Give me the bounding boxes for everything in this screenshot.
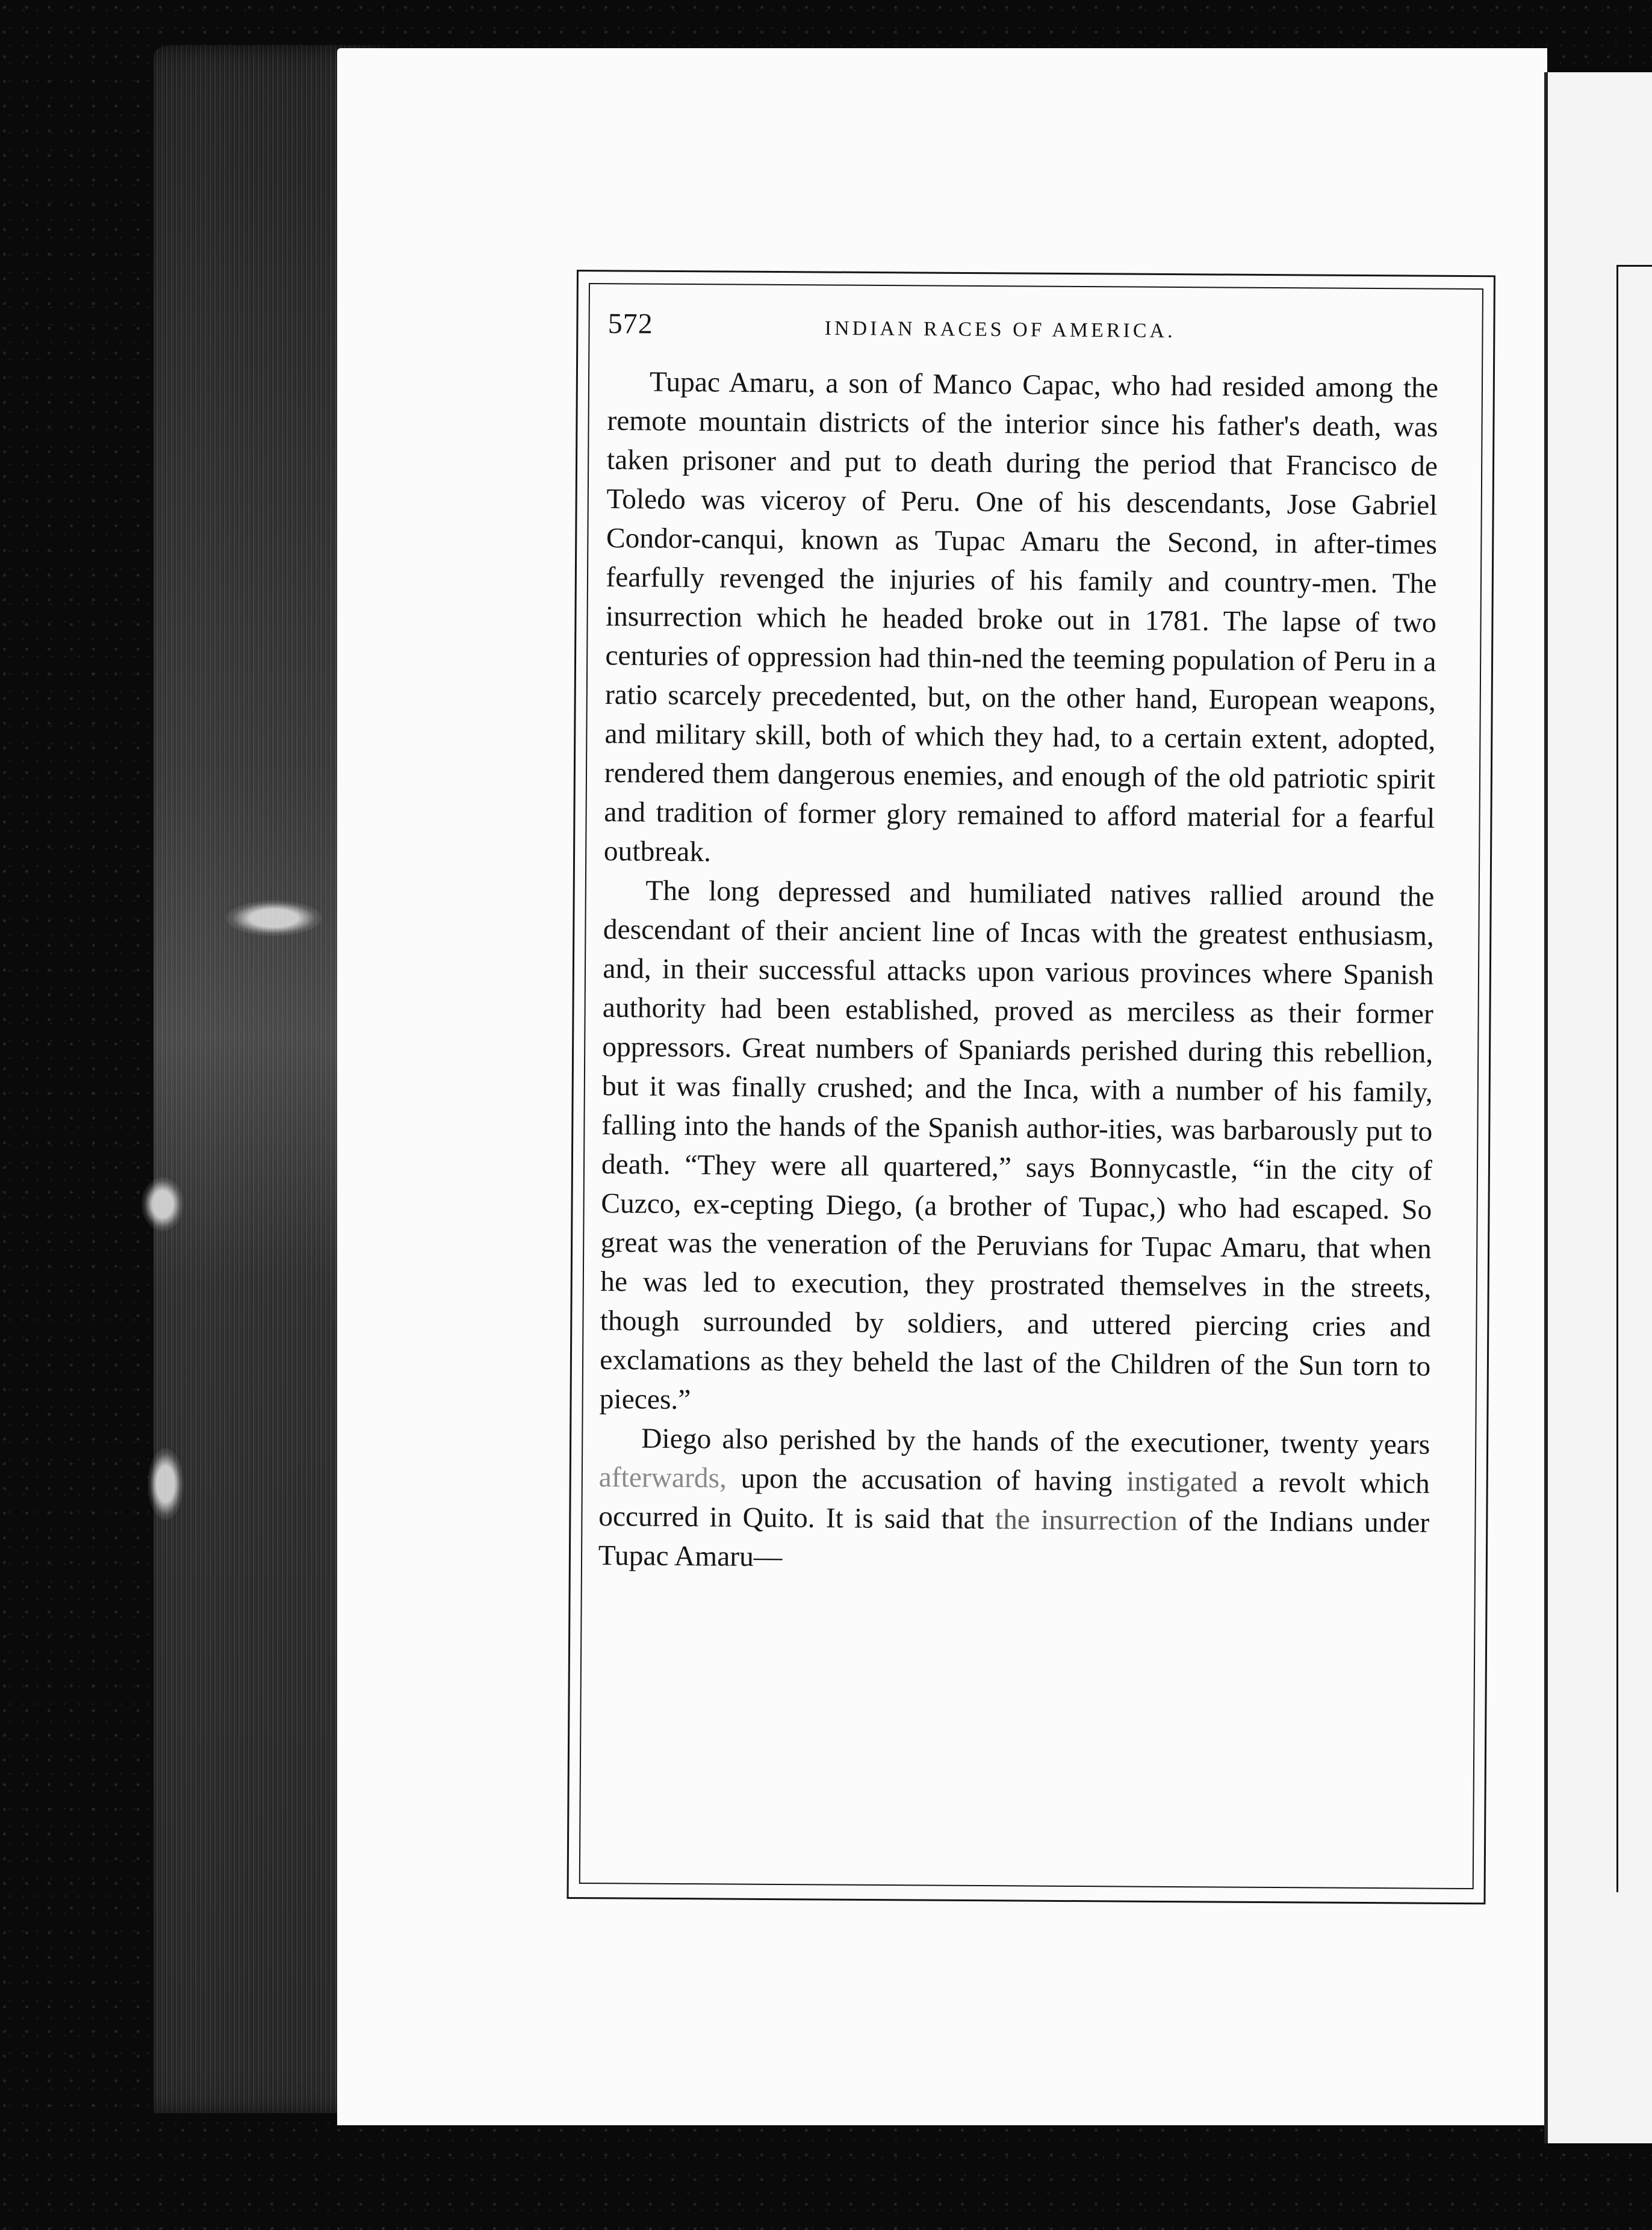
faded-text: the insurrection <box>995 1504 1178 1537</box>
running-head <box>607 307 1439 362</box>
faded-text: afterwards, <box>598 1461 727 1494</box>
facing-page-frame <box>1616 265 1652 1892</box>
page-text-block <box>598 307 1439 1582</box>
paragraph-segment: of the Indians under Tupac Amaru— <box>598 1505 1430 1573</box>
page-number: 572 <box>607 307 653 340</box>
running-title: INDIAN RACES OF AMERICA. <box>824 317 1176 343</box>
body-paragraph <box>598 1419 1430 1582</box>
page-edge-stain <box>148 1448 184 1520</box>
page-edge-stain <box>226 900 322 936</box>
paragraph-segment: Diego also perished by the hands of the executioner, twenty years <box>641 1423 1430 1461</box>
paragraph-segment: a revolt which occurred in Quito. It is said that <box>598 1467 1430 1536</box>
body-paragraph: The long depressed and humiliated natives rallied around the descendant of their ancient line of Incas with the greatest enthusiasm, and, in their successful attacks upon various provinces where Spanish authority had been established, proved as merciless as their former oppressors. Great numbers of Spaniards perished during this rebellion, but it was finally crushed; and the Inca, with a number of his family, falling into the hands of the Spanish author-ities, was barbarously put to death. “They were all quartered,” says Bonnycastle, “in the city of Cuzco, ex-cepting Diego, (a brother of Tupac,) who had escaped. So great was the veneration of the Peruvians for Tupac Amaru, that when he was led to execution, they prostrated themselves in the streets, though surrounded by soldiers, and uttered piercing cries and exclamations as they beheld the last of the Children of the Sun torn to pieces.” <box>599 875 1435 1416</box>
paragraph-segment: upon the accusation of having <box>726 1462 1127 1497</box>
body-paragraph: Tupac Amaru, a son of Manco Capac, who had resided among the remote mountain districts of the interior since his father's death, was taken prisoner and put to death during the period that Francisco de Toledo was viceroy of Peru. One of his descendants, Jose Gabriel Condor-canqui, known as Tupac Amaru the Second, in after-times fearfully revenged the injuries of his family and country-men. The insurrection which he headed broke out in 1781. The lapse of two centuries of oppression had thin-ned the teeming population of Peru in a ratio scarcely precedented, but, on the other hand, European weapons, and military skill, both of which they had, to a certain extent, adopted, rendered them dangerous enemies, and enough of the old patriotic spirit and tradition of former glory remained to afford material for a fearful outbreak. <box>603 366 1439 868</box>
faded-text: instigated <box>1126 1465 1238 1499</box>
page-edge-stain <box>141 1177 184 1231</box>
